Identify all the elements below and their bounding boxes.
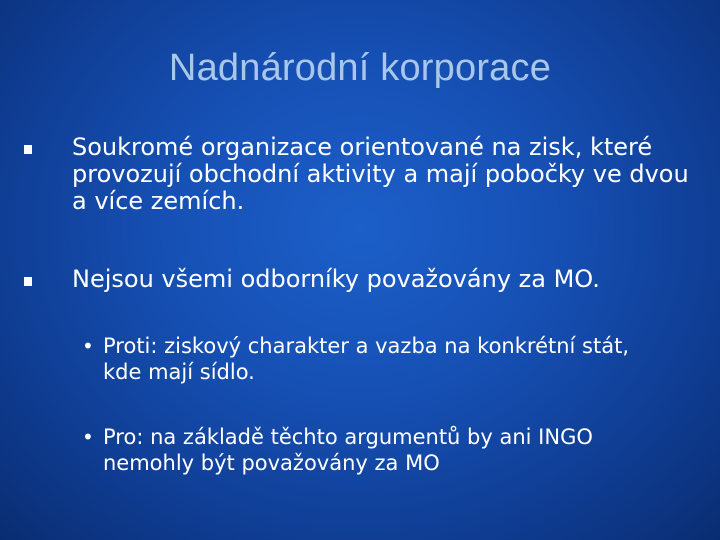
dot-bullet-icon: • (82, 334, 94, 358)
sub-bullet-text-2: Pro: na základě těchto argumentů by ani INGO nemohly být považovány za MO (103, 425, 593, 475)
slide-title: Nadnárodní korporace (168, 47, 552, 89)
sub-bullet-text-1: Proti: ziskový charakter a vazba na konkrétní stát, kde mají sídlo. (103, 334, 629, 384)
square-bullet-icon (24, 145, 32, 154)
dot-bullet-icon: • (82, 425, 94, 449)
bullet-text-1: Soukromé organizace orientované na zisk, které provozují obchodní aktivity a mají pobočky ve dvou a více zemích. (72, 133, 689, 215)
bullet-text-2: Nejsou všemi odborníky považovány za MO. (72, 265, 600, 293)
square-bullet-icon (24, 277, 32, 286)
